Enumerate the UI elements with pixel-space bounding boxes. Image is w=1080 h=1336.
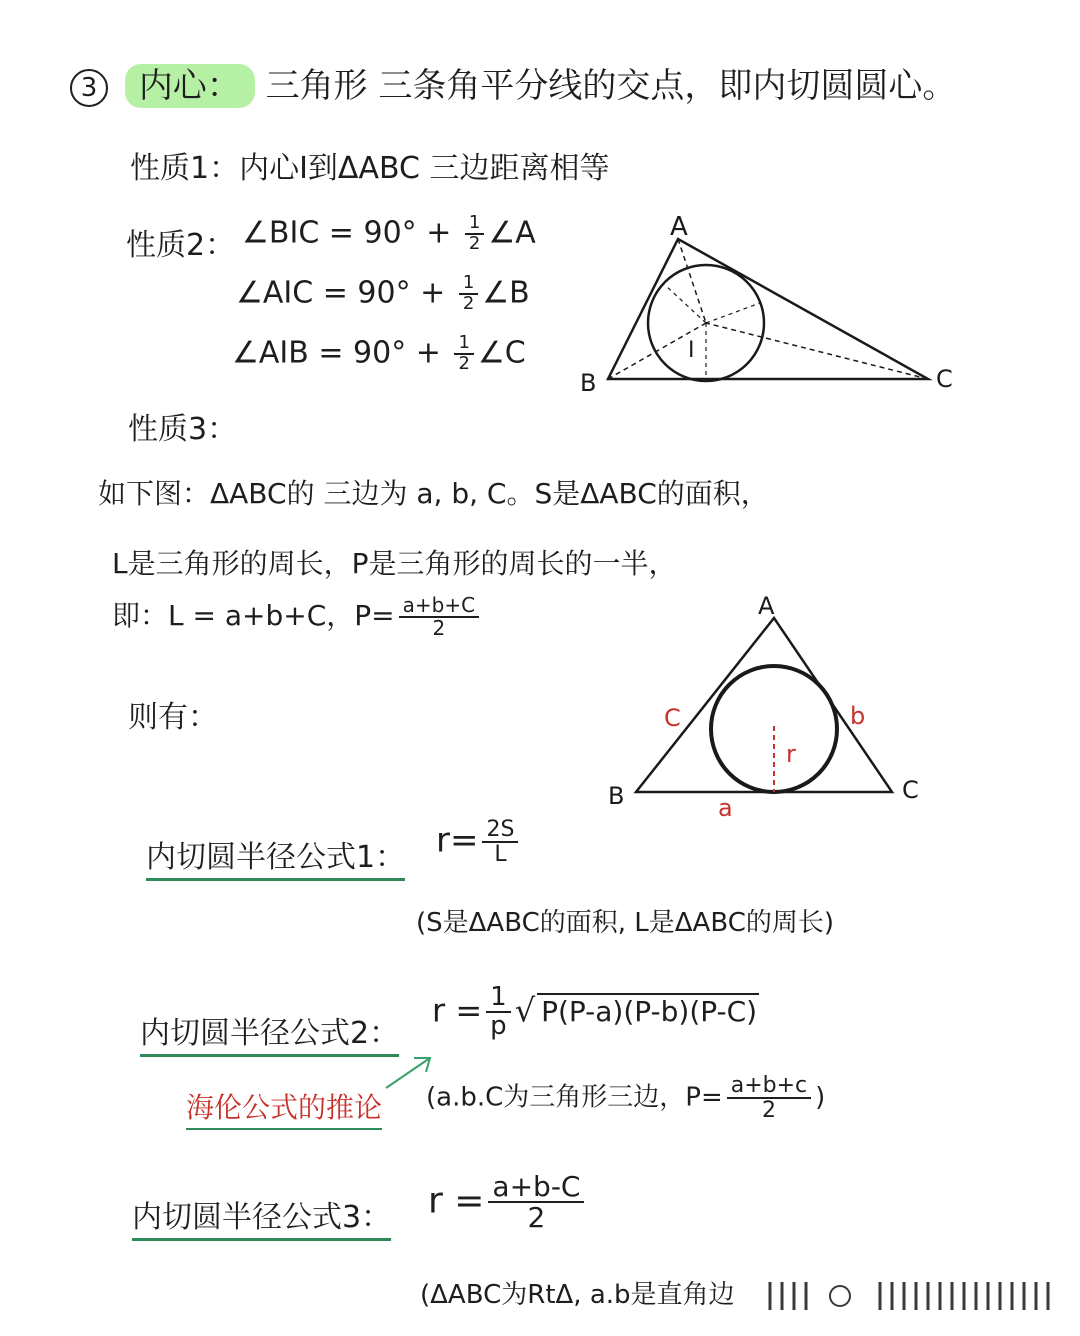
label-b: B xyxy=(580,369,597,397)
label-i: I xyxy=(688,338,695,363)
heading-text: 三角形 三条角平分线的交点，即内切圆圆心。 xyxy=(265,66,957,106)
formula-2-note xyxy=(426,1074,825,1122)
label-c2: C xyxy=(902,776,919,804)
triangle-abc xyxy=(608,239,928,379)
formula-aib xyxy=(232,334,526,374)
formula-1-note: (S是ΔABC的面积, L是ΔABC的周长) xyxy=(416,908,835,938)
formula-3-lhs: r = xyxy=(428,1180,485,1222)
heading-number: 3 xyxy=(70,69,108,107)
then-label: 则有： xyxy=(128,700,218,735)
watermark-strip xyxy=(760,1276,1060,1316)
formula-2-note-num: a+b+c xyxy=(727,1074,811,1099)
formula-1-num: 2S xyxy=(482,818,518,843)
property-3-line2: L是三角形的周长，P是三角形的周长的一半， xyxy=(112,547,677,580)
property-3-line3 xyxy=(112,594,483,639)
formula-2-lhs: r = xyxy=(432,991,483,1030)
formula-2-radicand: P(P-a)(P-b)(P-C) xyxy=(537,993,759,1028)
formula-3-label: 内切圆半径公式3： xyxy=(132,1192,391,1241)
formula-2-num: 1 xyxy=(486,984,511,1013)
radius-label: r xyxy=(786,740,796,768)
property-3-line1: 如下图：ΔABC的 三边为 a, b, C。S是ΔABC的面积， xyxy=(98,477,769,510)
formula-bic xyxy=(242,214,536,254)
formula-bic-left: ∠BIC = 90° + xyxy=(242,215,461,251)
formula-aic-left: ∠AIC = 90° + xyxy=(236,275,455,311)
property-2-label: 性质2： xyxy=(126,228,236,263)
formula-aic xyxy=(236,274,530,314)
inradius-diagram xyxy=(600,590,940,830)
half-den: 2 xyxy=(458,352,470,374)
side-label-a: a xyxy=(718,794,733,822)
formula-aib-right: ∠C xyxy=(477,335,526,371)
half-num: 1 xyxy=(459,274,478,295)
half-num: 1 xyxy=(465,214,484,235)
p-den: 2 xyxy=(432,616,446,640)
heading-highlight: 内心： xyxy=(125,64,255,108)
formula-3-den: 2 xyxy=(527,1201,546,1235)
formula-2-label: 内切圆半径公式2： xyxy=(140,1008,399,1057)
formula-aib-left: ∠AIB = 90° + xyxy=(232,335,451,371)
label-c: C xyxy=(936,365,953,393)
radius-2 xyxy=(665,285,706,323)
property-3-label: 性质3： xyxy=(128,412,238,447)
formula-2-note-right: ) xyxy=(815,1082,826,1113)
incenter-diagram xyxy=(570,205,970,405)
p-num: a+b+C xyxy=(399,595,479,618)
heading xyxy=(70,58,956,107)
side-label-b: b xyxy=(850,702,866,730)
heron-note: 海伦公式的推论 xyxy=(186,1086,382,1130)
label-b2: B xyxy=(608,782,625,810)
formula-3 xyxy=(428,1172,588,1233)
formula-3-note: (ΔABC为RtΔ, a.b是直角边 xyxy=(420,1280,735,1310)
formula-1 xyxy=(436,818,522,866)
formula-aic-right: ∠B xyxy=(482,275,530,311)
formula-2 xyxy=(432,984,759,1041)
half-den: 2 xyxy=(462,292,475,314)
sqrt-sign: √ xyxy=(514,991,536,1030)
label-a: A xyxy=(670,212,688,242)
formula-1-label: 内切圆半径公式1： xyxy=(146,832,405,881)
formula-1-den: L xyxy=(494,842,507,868)
formula-1-lhs: r= xyxy=(436,820,479,861)
half-num: 1 xyxy=(454,334,473,355)
radius-3 xyxy=(706,303,760,323)
side-label-c: C xyxy=(664,704,681,732)
formula-3-num: a+b-C xyxy=(488,1172,584,1203)
formula-2-note-left: (a.b.C为三角形三边，P= xyxy=(426,1082,723,1113)
formula-2-note-den: 2 xyxy=(761,1098,776,1124)
half-den: 2 xyxy=(468,232,481,254)
label-a2: A xyxy=(758,592,775,620)
formula-2-den: p xyxy=(490,1011,507,1042)
property-3-line3-left: 即：L = a+b+C，P= xyxy=(112,599,395,632)
formula-bic-right: ∠A xyxy=(488,215,536,251)
property-1: 性质1：内心I到ΔABC 三边距离相等 xyxy=(130,151,610,186)
